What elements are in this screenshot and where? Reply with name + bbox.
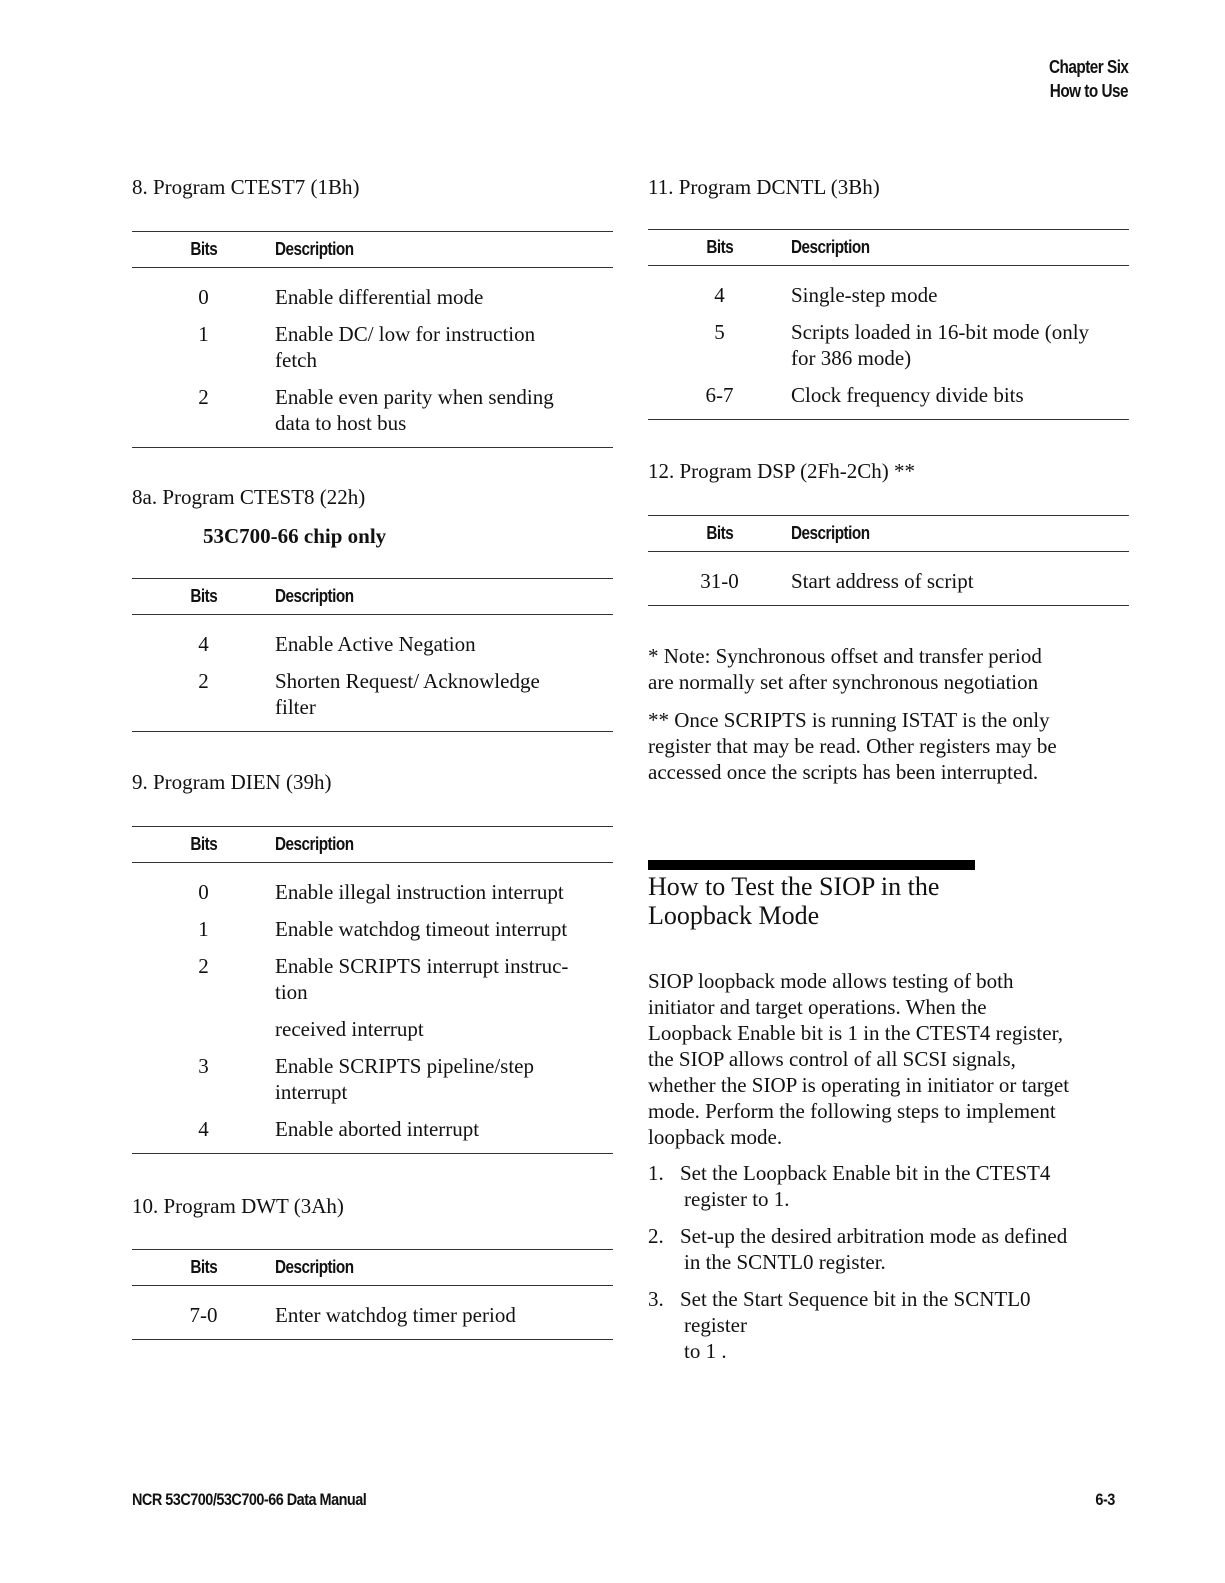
table-row (132, 1016, 613, 1042)
table-row (648, 382, 1129, 408)
section-label: How to Use (1049, 81, 1128, 101)
description-cell (275, 953, 613, 1005)
step-text: Set the Start Sequence bit in the SCNTL0 (680, 1287, 1031, 1311)
description-line: fetch (275, 348, 317, 372)
footer-page-number: 6-3 (1095, 1490, 1115, 1509)
table-header (132, 579, 613, 615)
table-body (132, 863, 613, 1153)
bits-cell: 31-0 (700, 569, 739, 593)
table-header (132, 827, 613, 863)
bits-cell: 3 (198, 1054, 209, 1078)
step-item (648, 1160, 1128, 1212)
text-line: SIOP loopback mode allows testing of both (648, 969, 1014, 993)
bits-header-cell (648, 523, 791, 544)
description-header: Description (791, 523, 870, 543)
table-row (132, 1053, 613, 1105)
step-item (648, 1223, 1128, 1275)
dwt-table (132, 1249, 613, 1340)
table-row (132, 879, 613, 905)
text-line: ** Once SCRIPTS is running ISTAT is the only (648, 708, 1050, 732)
step-text: Set-up the desired arbitration mode as defined (680, 1224, 1068, 1248)
bits-header-cell (132, 239, 275, 260)
bits-header-cell (648, 237, 791, 258)
description-line: received interrupt (275, 1017, 424, 1041)
bits-cell: 5 (714, 320, 725, 344)
bits-cell: 0 (198, 880, 209, 904)
description-header: Description (275, 834, 354, 854)
description-line: Shorten Request/ Acknowledge (275, 669, 540, 693)
description-cell (791, 282, 1129, 308)
bits-cell: 4 (198, 632, 209, 656)
text-line: loopback mode. (648, 1125, 783, 1149)
description-line: Single-step mode (791, 283, 938, 307)
description-cell (275, 384, 613, 436)
description-line: Enable Active Negation (275, 632, 476, 656)
table-row (648, 568, 1129, 594)
table-row (132, 916, 613, 942)
bits-header: Bits (190, 239, 217, 259)
text-line: accessed once the scripts has been interrupted. (648, 760, 1039, 784)
description-line: Scripts loaded in 16-bit mode (only (791, 320, 1090, 344)
description-cell (275, 916, 613, 942)
bits-cell: 0 (198, 285, 209, 309)
table-body (648, 266, 1129, 419)
description-line: Start address of script (791, 569, 974, 593)
description-line: Enter watchdog timer period (275, 1303, 516, 1327)
bits-cell: 4 (714, 283, 725, 307)
description-line: Enable watchdog timeout interrupt (275, 917, 568, 941)
description-cell (275, 1016, 613, 1042)
ctest7-table (132, 231, 613, 448)
bits-header-cell (132, 586, 275, 607)
description-cell (791, 382, 1129, 408)
dsp-table (648, 515, 1129, 606)
description-header-cell (275, 586, 367, 607)
bits-cell: 6-7 (705, 383, 734, 407)
description-line: Enable DC/ low for instruction (275, 322, 536, 346)
step-item (648, 1286, 1128, 1364)
bits-cell: 1 (198, 917, 209, 941)
description-line: Enable illegal instruction interrupt (275, 880, 564, 904)
bits-cell: 2 (198, 669, 209, 693)
table-header (648, 516, 1129, 552)
text-line: initiator and target operations. When the (648, 995, 987, 1019)
note-1 (648, 643, 1133, 695)
bits-header: Bits (706, 237, 733, 257)
chip-note: 53C700-66 chip only (203, 524, 387, 548)
step-first-line (648, 1223, 1128, 1249)
description-line: tion (275, 980, 308, 1004)
description-header-cell (275, 1257, 367, 1278)
description-cell (275, 631, 613, 657)
step-number: 3. (648, 1287, 664, 1311)
table-row (132, 321, 613, 373)
description-header: Description (275, 239, 354, 259)
text-line: are normally set after synchronous negotiation (648, 670, 1039, 694)
description-line: Clock frequency divide bits (791, 383, 1024, 407)
table-body (648, 552, 1129, 605)
loopback-paragraph (648, 968, 1133, 1150)
bits-header: Bits (190, 1257, 217, 1277)
step-number: 2. (648, 1224, 664, 1248)
description-cell (275, 284, 613, 310)
description-cell (275, 879, 613, 905)
description-line: data to host bus (275, 411, 407, 435)
text-line: whether the SIOP is operating in initiator or target (648, 1073, 1070, 1097)
description-cell (275, 1302, 613, 1328)
section-title (648, 872, 939, 930)
description-line: for 386 mode) (791, 346, 912, 370)
description-line: Enable SCRIPTS interrupt instruc- (275, 954, 569, 978)
table-row (132, 953, 613, 1005)
text-line: * Note: Synchronous offset and transfer period (648, 644, 1042, 668)
table-header (132, 232, 613, 268)
dcntl-table (648, 229, 1129, 420)
table-row (132, 384, 613, 436)
table-header (132, 1250, 613, 1286)
table-row (132, 284, 613, 310)
description-line: Enable even parity when sending (275, 385, 554, 409)
bits-cell: 2 (198, 954, 209, 978)
bits-header-cell (132, 834, 275, 855)
description-header: Description (275, 586, 354, 606)
text-line: Loopback Enable bit is 1 in the CTEST4 register, (648, 1021, 1063, 1045)
table-body (132, 268, 613, 447)
table-row (648, 319, 1129, 371)
chapter-label: Chapter Six (1048, 57, 1128, 77)
description-cell (275, 1116, 613, 1142)
text-line: Loopback Mode (648, 901, 820, 930)
section-heading-dien: 9. Program DIEN (39h) (132, 770, 332, 794)
bits-cell: 7-0 (189, 1303, 218, 1327)
table-header (648, 230, 1129, 266)
table-row (132, 1116, 613, 1142)
text-line: mode. Perform the following steps to implement (648, 1099, 1056, 1123)
section-heading-ctest8: 8a. Program CTEST8 (22h) (132, 485, 366, 509)
step-text: register to 1. (684, 1187, 790, 1211)
step-text: Set the Loopback Enable bit in the CTEST4 (680, 1161, 1051, 1185)
bits-header-cell (132, 1257, 275, 1278)
step-text: to 1 . (684, 1339, 727, 1363)
description-line: filter (275, 695, 316, 719)
description-header-cell (791, 523, 883, 544)
note-2 (648, 707, 1133, 785)
ctest8-table (132, 578, 613, 732)
section-heading-dcntl: 11. Program DCNTL (3Bh) (648, 175, 880, 199)
bits-header: Bits (190, 586, 217, 606)
table-row (132, 631, 613, 657)
description-line: Enable differential mode (275, 285, 484, 309)
description-line: interrupt (275, 1080, 348, 1104)
bits-cell: 1 (198, 322, 209, 346)
description-line: Enable aborted interrupt (275, 1117, 480, 1141)
steps-list (648, 1160, 1128, 1375)
description-header: Description (275, 1257, 354, 1277)
table-row (132, 1302, 613, 1328)
step-text: register (684, 1313, 747, 1337)
description-cell (275, 1053, 613, 1105)
section-heading-dwt: 10. Program DWT (3Ah) (132, 1194, 344, 1218)
description-cell (791, 319, 1129, 371)
section-heading-ctest7: 8. Program CTEST7 (1Bh) (132, 175, 360, 199)
description-cell (275, 668, 613, 720)
step-number: 1. (648, 1161, 664, 1185)
description-cell (791, 568, 1129, 594)
step-first-line (648, 1160, 1128, 1186)
description-header-cell (791, 237, 883, 258)
section-heading-dsp: 12. Program DSP (2Fh-2Ch) ** (648, 459, 915, 483)
description-header-cell (275, 834, 367, 855)
dien-table (132, 826, 613, 1154)
bits-header: Bits (190, 834, 217, 854)
table-row (648, 282, 1129, 308)
text-line: the SIOP allows control of all SCSI signals, (648, 1047, 1016, 1071)
section-rule (648, 860, 975, 870)
table-body (132, 615, 613, 731)
text-line: register that may be read. Other registers may be (648, 734, 1057, 758)
description-header-cell (275, 239, 367, 260)
step-text: in the SCNTL0 register. (684, 1250, 886, 1274)
description-header: Description (791, 237, 870, 257)
description-line: Enable SCRIPTS pipeline/step (275, 1054, 534, 1078)
text-line: How to Test the SIOP in the (648, 872, 940, 901)
footer-manual: NCR 53C700/53C700-66 Data Manual (132, 1490, 367, 1509)
table-row (132, 668, 613, 720)
table-body (132, 1286, 613, 1339)
bits-cell (132, 1016, 275, 1042)
bits-cell: 4 (198, 1117, 209, 1141)
bits-cell: 2 (198, 385, 209, 409)
step-first-line (648, 1286, 1128, 1312)
description-cell (275, 321, 613, 373)
bits-header: Bits (706, 523, 733, 543)
